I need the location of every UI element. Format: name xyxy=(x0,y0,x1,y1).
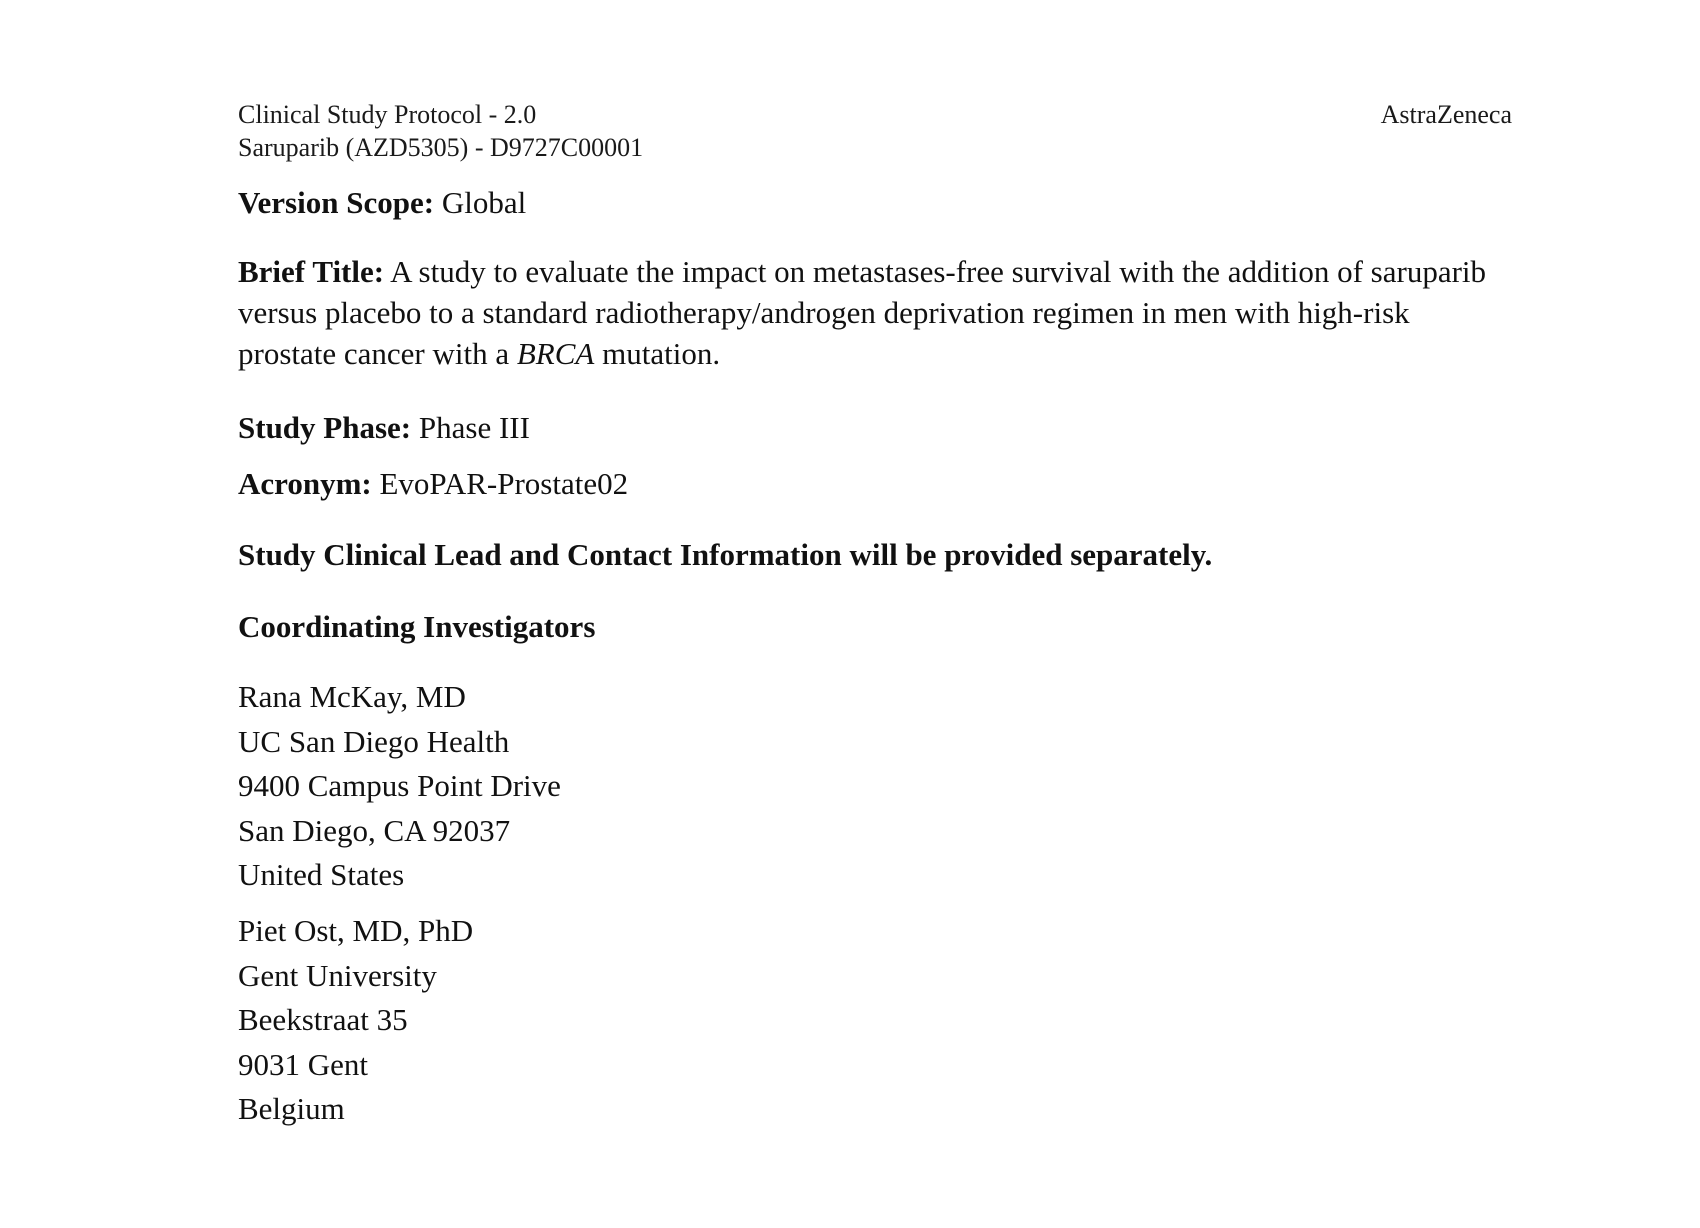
investigator-2 xyxy=(238,909,473,1132)
drug-study-id: Saruparib (AZD5305) - D9727C00001 xyxy=(238,133,644,162)
study-phase-value: Phase III xyxy=(418,410,530,445)
investigator-country: Belgium xyxy=(238,1091,345,1126)
document-page xyxy=(238,0,1512,1228)
investigator-name: Rana McKay, MD xyxy=(238,679,466,714)
acronym-value: EvoPAR-Prostate02 xyxy=(379,466,629,501)
investigator-institution: Gent University xyxy=(238,957,437,993)
brief-title-gene: BRCA xyxy=(516,336,595,371)
version-scope-label: Version Scope: xyxy=(238,185,435,220)
sponsor-name: AstraZeneca xyxy=(1380,100,1512,129)
contact-note: Study Clinical Lead and Contact Information will be provided separately. xyxy=(238,537,1213,572)
version-scope xyxy=(238,180,1512,225)
brief-title-text: A study to evaluate the impact on metastases-free survival with the addition of saruparib versus placebo to a standard radiotherapy/androgen deprivation regimen in men with high-risk prostate cancer with a xyxy=(238,254,1487,371)
brief-title-label: Brief Title: xyxy=(238,254,385,289)
investigator-1 xyxy=(238,675,561,898)
study-phase xyxy=(238,405,1512,450)
investigator-name: Piet Ost, MD, PhD xyxy=(238,913,474,948)
acronym-label: Acronym: xyxy=(238,466,372,501)
investigator-city: 9031 Gent xyxy=(238,1046,369,1082)
header-left xyxy=(238,98,643,164)
investigator-institution: UC San Diego Health xyxy=(238,723,510,759)
acronym xyxy=(238,461,1512,506)
protocol-version: Clinical Study Protocol - 2.0 xyxy=(238,100,537,129)
brief-title xyxy=(238,251,1512,374)
brief-title-end: mutation. xyxy=(602,336,721,371)
investigator-city: San Diego, CA 92037 xyxy=(238,812,511,848)
coordinating-heading: Coordinating Investigators xyxy=(238,609,596,644)
study-phase-label: Study Phase: xyxy=(238,410,412,445)
investigator-country: United States xyxy=(238,857,405,892)
investigator-street: 9400 Campus Point Drive xyxy=(238,768,561,803)
version-scope-value: Global xyxy=(441,185,527,220)
investigator-street: Beekstraat 35 xyxy=(238,1002,408,1037)
